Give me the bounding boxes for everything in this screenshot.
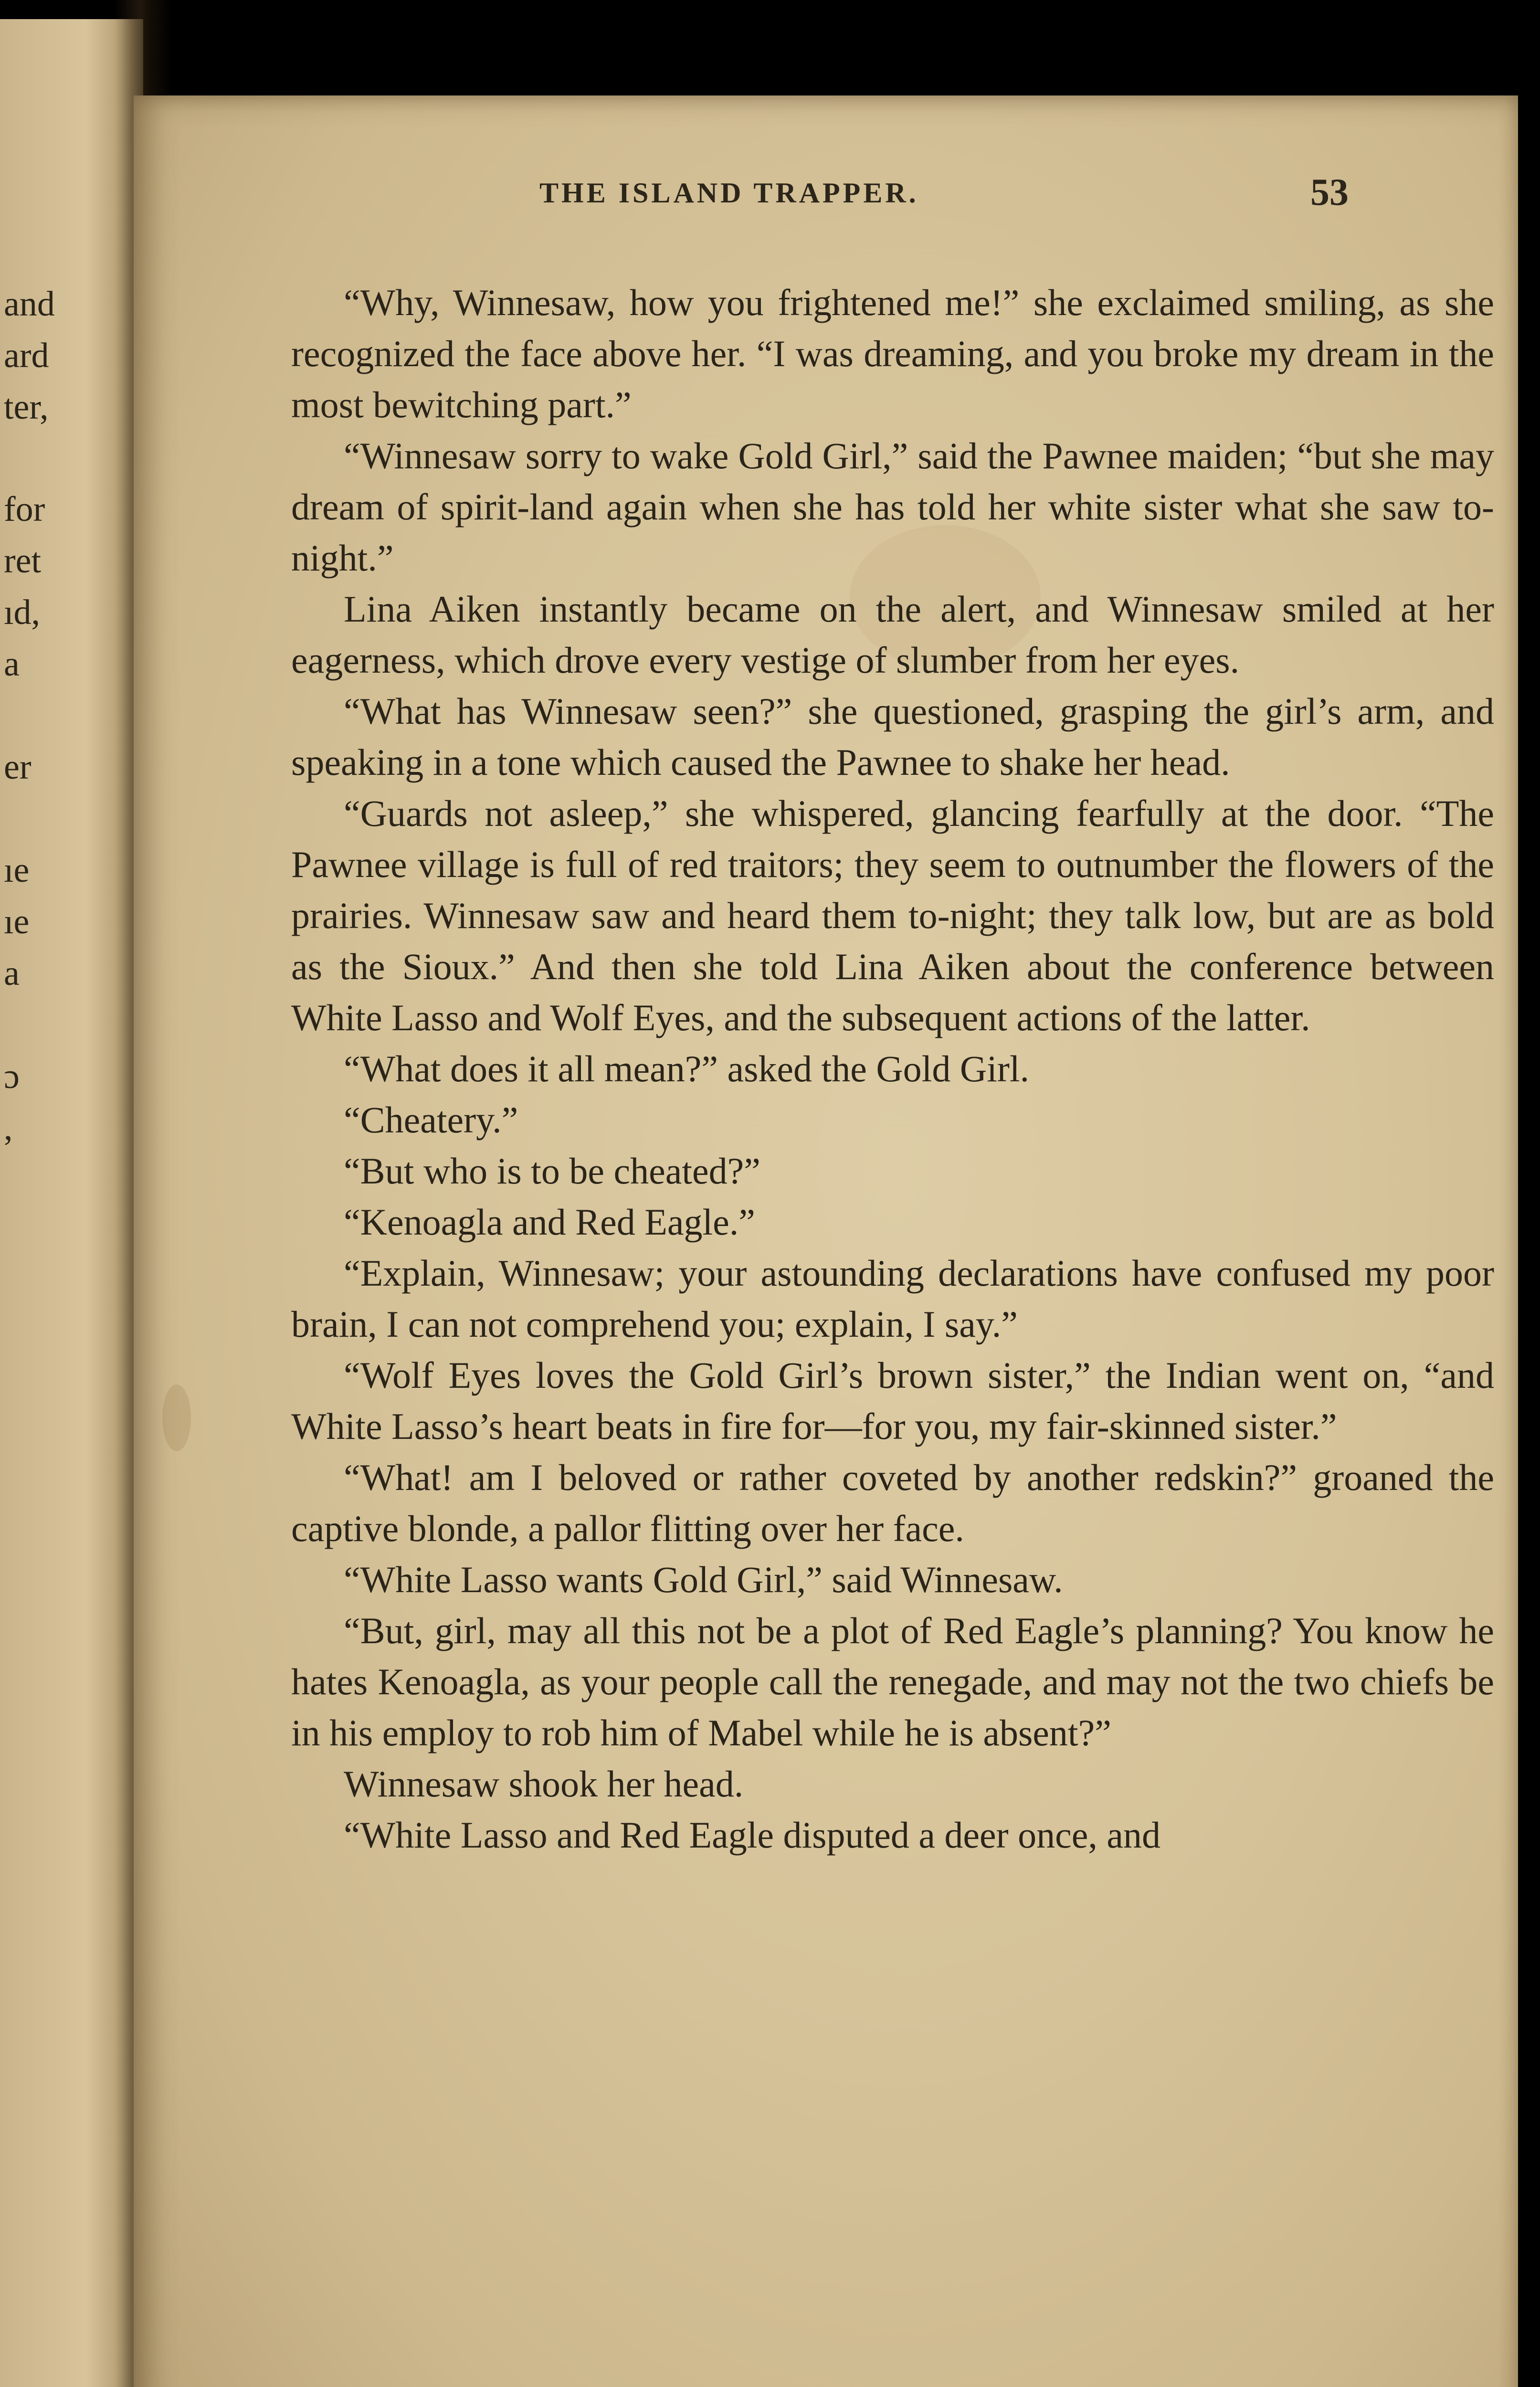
page-stain [162, 1384, 191, 1451]
left-fragment: ter, [4, 390, 49, 425]
left-fragment: for [4, 492, 45, 527]
left-fragment: ret [4, 543, 42, 579]
paragraph: “Guards not asleep,” she whispered, glancing fearfully at the door. “The Pawnee village is full of red traitors; they seem to outnumber the flowers of the prairies. Winnesaw saw and heard them to-night; they talk low, but are as bold as the Sioux.” And then she told Lina Aiken about the conference between White Lasso and Wolf Eyes, and the subsequent actions of the latter. [291, 792, 1494, 1038]
paragraph: “Kenoagla and Red Eagle.” [344, 1201, 755, 1243]
paragraph: “What has Winnesaw seen?” she questioned, grasping the girl’s arm, and speaking in a tone which caused the Pawnee to shake her head. [291, 690, 1494, 783]
paragraph: “Wolf Eyes loves the Gold Girl’s brown sister,” the Indian went on, “and White Lasso’s heart beats in fire for—for you, my fair-skinned sister.” [291, 1354, 1494, 1447]
running-head-title: THE ISLAND TRAPPER. [539, 177, 919, 209]
left-fragment: , [4, 1110, 13, 1146]
left-fragment: ıd, [4, 595, 41, 630]
paragraph: Lina Aiken instantly became on the alert, and Winnesaw smiled at her eagerness, which drove every vestige of slumber from her eyes. [291, 588, 1494, 681]
paragraph: “What does it all mean?” asked the Gold Girl. [344, 1048, 1029, 1089]
left-fragment: a [4, 956, 20, 991]
left-fragment: er [4, 750, 32, 785]
paragraph: “Explain, Winnesaw; your astounding declarations have confused my poor brain, I can not comprehend you; explain, I say.” [291, 1252, 1494, 1345]
page-number: 53 [1310, 171, 1349, 213]
left-fragment: ɔ [4, 1059, 20, 1094]
paragraph: “Why, Winnesaw, how you frightened me!” she exclaimed smiling, as she recognized the face above her. “I was dreaming, and you broke my dream in the most bewitching part.” [291, 282, 1494, 425]
paragraph: “White Lasso and Red Eagle disputed a deer once, and [344, 1814, 1161, 1856]
left-fragment: ıe [4, 853, 30, 888]
left-fragment: a [4, 646, 20, 682]
paragraph: “But who is to be cheated?” [344, 1150, 760, 1192]
paragraph: Winnesaw shook her head. [344, 1763, 744, 1805]
paragraph: “What! am I beloved or rather coveted by another redskin?” groaned the captive blonde, a pallor flitting over her face. [291, 1457, 1494, 1549]
running-head [134, 171, 1518, 234]
paragraph: “Winnesaw sorry to wake Gold Girl,” said the Pawnee maiden; “but she may dream of spirit-land again when she has told her white sister what she saw to-night.” [291, 435, 1494, 579]
left-fragment: and [4, 286, 55, 322]
left-fragment: ard [4, 338, 49, 373]
paragraph: “But, girl, may all this not be a plot of Red Eagle’s planning? You know he hates Kenoagla, as your people call the renegade, and may not the two chiefs be in his employ to rob him of Mabel while he is absent?” [291, 1610, 1494, 1753]
body-text [291, 277, 1494, 1860]
book-page [134, 95, 1518, 2387]
paragraph: “White Lasso wants Gold Girl,” said Winnesaw. [344, 1559, 1063, 1600]
left-fragment: ıe [4, 904, 30, 940]
paragraph: “Cheatery.” [344, 1099, 518, 1141]
